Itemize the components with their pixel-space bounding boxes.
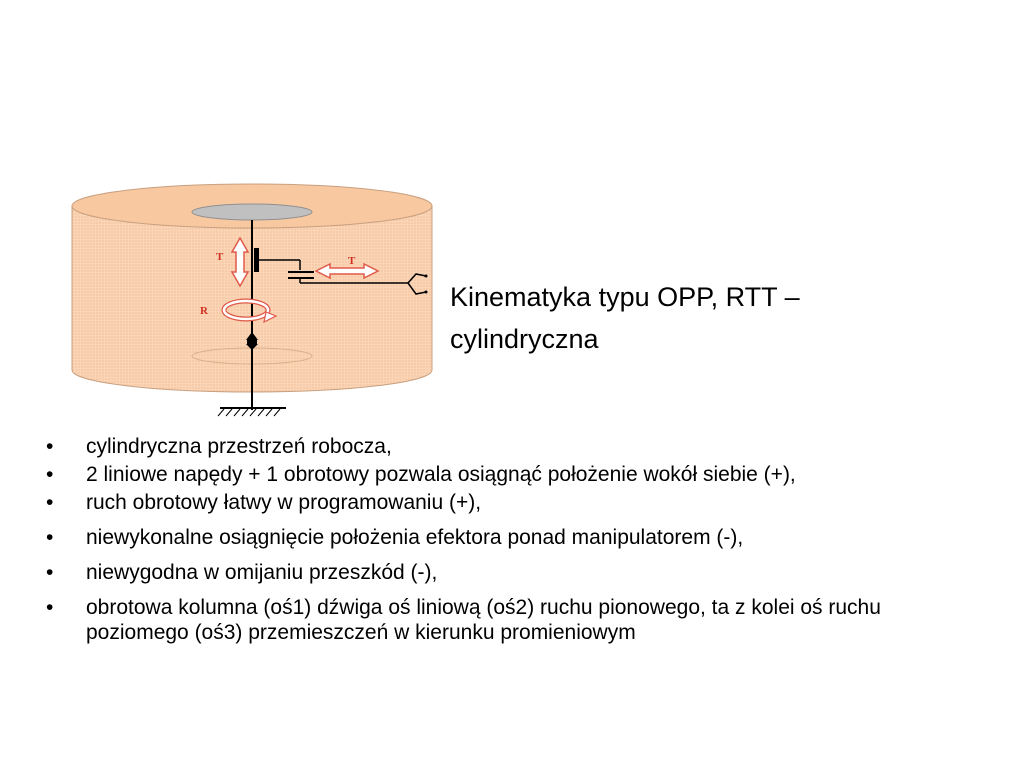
bullet-symbol: • xyxy=(46,491,54,514)
bullet-item xyxy=(46,434,946,459)
label-t-vertical: T xyxy=(216,251,224,263)
bullet-item xyxy=(46,462,946,487)
bullet-symbol: • xyxy=(46,435,54,458)
bullet-symbol: • xyxy=(46,526,54,549)
bullet-text: 2 liniowe napędy + 1 obrotowy pozwala osiągnąć położenie wokół siebie (+), xyxy=(86,463,796,486)
label-t-horizontal: T xyxy=(348,255,356,267)
bullet-list xyxy=(46,434,946,648)
slide-title-line-1: Kinematyka typu OPP, RTT – xyxy=(450,282,800,312)
bullet-item xyxy=(46,560,946,585)
bullet-symbol: • xyxy=(46,561,54,584)
bullet-text: ruch obrotowy łatwy w programowaniu (+), xyxy=(86,491,482,514)
bullet-item xyxy=(46,490,946,515)
bullet-text: niewygodna w omijaniu przeszkód (-), xyxy=(86,561,438,584)
vertical-slide xyxy=(254,248,259,272)
bullet-text: niewykonalne osiągnięcie położenia efektora ponad manipulatorem (-), xyxy=(86,526,744,549)
label-r: R xyxy=(200,305,208,317)
bullet-item xyxy=(46,595,946,645)
bullet-symbol: • xyxy=(46,596,54,619)
bullet-text: obrotowa kolumna (oś1) dźwiga oś liniową (oś2) ruchu pionowego, ta z kolei oś ruchu poziomego (oś3) przemieszczeń w kierunku promieniowym xyxy=(86,596,881,644)
ground-hatch xyxy=(218,409,280,416)
slide-title-line-2: cylindryczna xyxy=(450,324,599,354)
bullet-item xyxy=(46,525,946,550)
cylinder-top-hole xyxy=(192,204,312,220)
bullet-text: cylindryczna przestrzeń robocza, xyxy=(86,435,392,458)
slide-title xyxy=(450,276,970,360)
cylindrical-workspace-diagram xyxy=(60,180,450,420)
bullet-symbol: • xyxy=(46,463,54,486)
